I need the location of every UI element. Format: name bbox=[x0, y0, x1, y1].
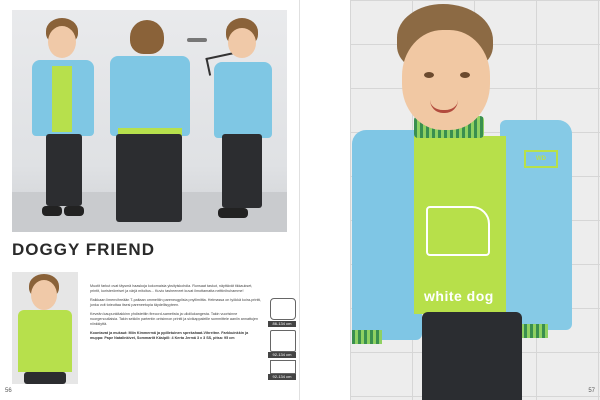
description-paragraph-3: Keveän kaupunkitakkinn yhdistettiin firecord-sametista ja ullolilukangesta. Takin vuorisinne nuorgenoutlaisia. Takin sekkiin partentin ontsinnon printti ja sivikappaleille sommittele aaniin annattujen niinkkiyttä. bbox=[90, 311, 259, 327]
size-tag-tee: 92-134 cm bbox=[268, 352, 296, 358]
jacket-patch: WD bbox=[524, 150, 558, 168]
garment-flat-jacket bbox=[270, 298, 296, 320]
section-title: DOGGY FRIEND bbox=[12, 240, 155, 259]
left-cuff bbox=[352, 330, 382, 344]
product-description bbox=[90, 284, 262, 345]
left-eye bbox=[424, 72, 434, 78]
description-paragraph-2: Raikkaan limenvihreään T-paitaan ommeltiin pareneugplisia pnyllimiitta. Helmassa on työkkä koira-printti, jonka voit toteuttaa itsesi pareneetopia täydellisyyteen. bbox=[90, 297, 262, 308]
kid-back bbox=[106, 20, 196, 230]
dog-print-icon bbox=[426, 206, 490, 256]
jacket-left bbox=[352, 130, 422, 340]
tee-print-text: white dog bbox=[424, 288, 494, 304]
garment-flat-pants bbox=[270, 360, 296, 374]
kid-side bbox=[208, 16, 278, 226]
garment-flat-tee bbox=[270, 330, 296, 352]
face bbox=[402, 30, 490, 130]
size-tag-pants: 92-134 cm bbox=[268, 374, 296, 380]
size-tag-jacket: 86-134 cm bbox=[268, 321, 296, 327]
description-paragraph-1: Muotit farkut ovat täysmä haaskoja kokomaisia yksityiskohdia. Runsaat taskut, näyttävät tikkaukset, printit, koristeröreiset ja värjä mitoitus... Kuvio tasheeneet kuvat ilmottamatta neittinihuhamme! bbox=[90, 284, 253, 294]
right-eye bbox=[460, 72, 470, 78]
detail-photo bbox=[12, 272, 78, 384]
right-cuff bbox=[518, 324, 548, 338]
hero-kid bbox=[352, 0, 572, 400]
materials-footnote: Koontavat ja mukaut: Miin Kimmermä ja ppilletuinen sprekahaat-Vihreitne. Farkkuinkkin ja muppa: Pape Natalinkivet, Sommartit Käsipill: 4 Kerta Jermä 3 x 3 SS, pitsa: 95 cm bbox=[90, 330, 249, 341]
kid-front bbox=[24, 16, 104, 226]
page-number-left: 56 bbox=[5, 388, 12, 394]
kid-detail bbox=[12, 272, 78, 384]
page-number-right: 57 bbox=[588, 388, 595, 394]
main-photo bbox=[12, 10, 287, 232]
jeans bbox=[422, 312, 522, 400]
right-page bbox=[300, 0, 600, 400]
